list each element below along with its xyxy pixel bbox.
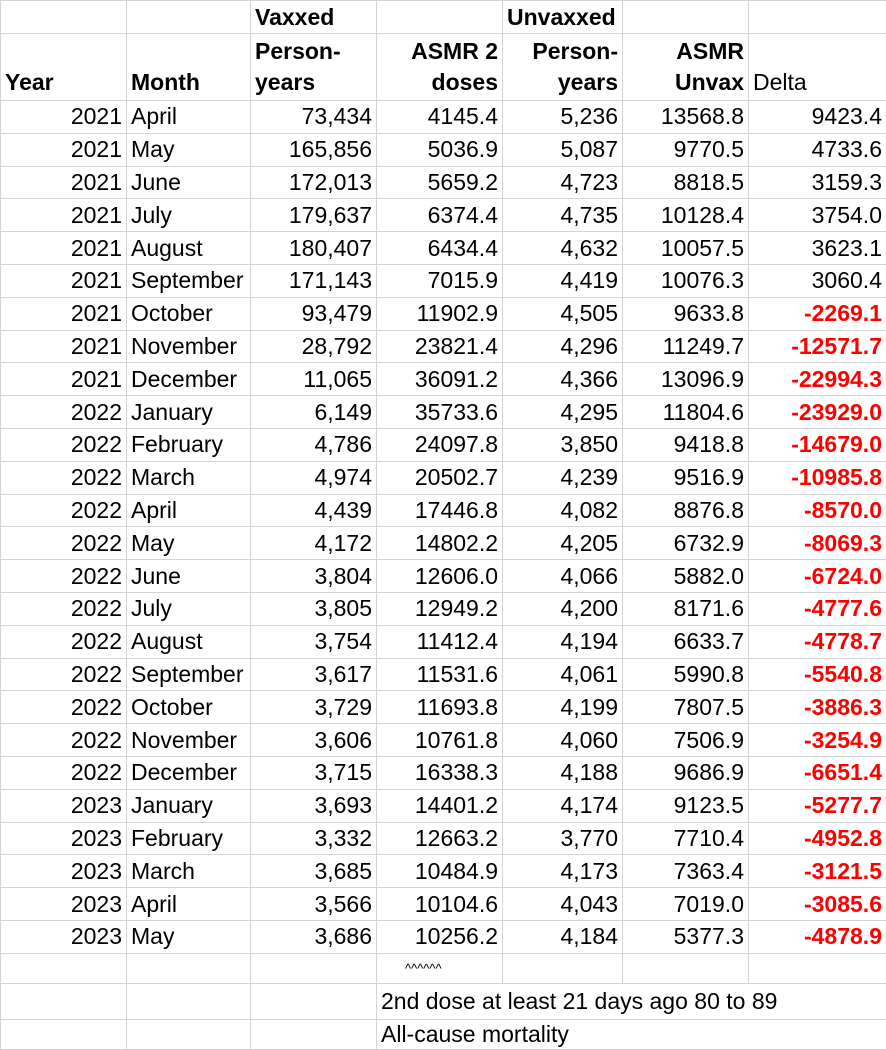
- cell[interactable]: [127, 1, 251, 34]
- delta-cell[interactable]: 3060.4: [749, 264, 886, 297]
- vaxxed-person-years-cell[interactable]: 93,479: [251, 297, 377, 330]
- unvaxxed-person-years-cell[interactable]: 4,295: [503, 396, 623, 429]
- table-row: [1, 461, 886, 494]
- asmr-2-doses-cell[interactable]: 24097.8: [377, 428, 503, 461]
- cell[interactable]: [623, 953, 749, 983]
- table-row: [1, 756, 886, 789]
- asmr-2-doses-cell[interactable]: 10761.8: [377, 724, 503, 757]
- table-row: [1, 724, 886, 757]
- delta-cell[interactable]: -4878.9: [749, 920, 886, 953]
- carets-marker[interactable]: ^^^^^^: [377, 953, 503, 983]
- table-row: [1, 789, 886, 822]
- asmr-unvax-cell[interactable]: 8171.6: [623, 592, 749, 625]
- cell[interactable]: [503, 953, 623, 983]
- asmr-2-doses-cell[interactable]: 11531.6: [377, 658, 503, 691]
- asmr-unvax-cell[interactable]: 13568.8: [623, 101, 749, 134]
- table-row: [1, 297, 886, 330]
- header-doses-label: doses: [381, 71, 498, 94]
- footer-row-note-2: [1, 1019, 886, 1049]
- delta-cell[interactable]: -14679.0: [749, 428, 886, 461]
- year-cell[interactable]: 2022: [1, 396, 127, 429]
- vaxxed-person-years-cell[interactable]: 6,149: [251, 396, 377, 429]
- year-cell[interactable]: 2022: [1, 724, 127, 757]
- vaxxed-person-years-cell[interactable]: 3,715: [251, 756, 377, 789]
- asmr-2-doses-cell[interactable]: 16338.3: [377, 756, 503, 789]
- asmr-unvax-cell[interactable]: 13096.9: [623, 363, 749, 396]
- delta-cell[interactable]: -6724.0: [749, 560, 886, 593]
- asmr-unvax-cell[interactable]: 9633.8: [623, 297, 749, 330]
- asmr-unvax-cell[interactable]: 10076.3: [623, 264, 749, 297]
- unvaxxed-person-years-cell[interactable]: 4,366: [503, 363, 623, 396]
- month-cell[interactable]: March: [127, 855, 251, 888]
- asmr-unvax-cell[interactable]: 8876.8: [623, 494, 749, 527]
- year-cell[interactable]: 2021: [1, 264, 127, 297]
- vaxxed-person-years-cell[interactable]: 3,606: [251, 724, 377, 757]
- asmr-2-doses-cell[interactable]: 23821.4: [377, 330, 503, 363]
- delta-cell[interactable]: -22994.3: [749, 363, 886, 396]
- vaxxed-person-years-cell[interactable]: 3,729: [251, 691, 377, 724]
- vaxxed-person-years-cell[interactable]: 3,685: [251, 855, 377, 888]
- table-row: [1, 396, 886, 429]
- delta-cell[interactable]: -3121.5: [749, 855, 886, 888]
- asmr-2-doses-cell[interactable]: 17446.8: [377, 494, 503, 527]
- asmr-unvax-cell[interactable]: 5990.8: [623, 658, 749, 691]
- unvaxxed-person-years-cell[interactable]: 3,850: [503, 428, 623, 461]
- vaxxed-person-years-cell[interactable]: 3,693: [251, 789, 377, 822]
- header-year[interactable]: Year: [1, 34, 127, 101]
- month-cell[interactable]: July: [127, 199, 251, 232]
- month-cell[interactable]: April: [127, 888, 251, 921]
- year-cell[interactable]: 2021: [1, 330, 127, 363]
- vaxxed-person-years-cell[interactable]: 3,566: [251, 888, 377, 921]
- header-person-label: Person-: [507, 40, 618, 63]
- unvaxxed-person-years-cell[interactable]: 4,200: [503, 592, 623, 625]
- year-cell[interactable]: 2022: [1, 494, 127, 527]
- header-asmr-unvax[interactable]: [623, 34, 749, 101]
- delta-cell[interactable]: -8069.3: [749, 527, 886, 560]
- asmr-2-doses-cell[interactable]: 36091.2: [377, 363, 503, 396]
- delta-cell[interactable]: -12571.7: [749, 330, 886, 363]
- unvaxxed-person-years-cell[interactable]: 4,194: [503, 625, 623, 658]
- unvaxxed-person-years-cell[interactable]: 4,066: [503, 560, 623, 593]
- month-cell[interactable]: May: [127, 920, 251, 953]
- cell[interactable]: [127, 983, 251, 1019]
- delta-cell[interactable]: -5277.7: [749, 789, 886, 822]
- delta-cell[interactable]: 3623.1: [749, 232, 886, 265]
- month-cell[interactable]: May: [127, 133, 251, 166]
- unvaxxed-person-years-cell[interactable]: 4,060: [503, 724, 623, 757]
- header-asmr2-label: ASMR 2: [381, 40, 498, 63]
- table-row: [1, 560, 886, 593]
- delta-cell[interactable]: 3159.3: [749, 166, 886, 199]
- asmr-unvax-cell[interactable]: 7506.9: [623, 724, 749, 757]
- asmr-unvax-cell[interactable]: 7363.4: [623, 855, 749, 888]
- delta-cell[interactable]: -5540.8: [749, 658, 886, 691]
- delta-cell[interactable]: -3085.6: [749, 888, 886, 921]
- asmr-unvax-cell[interactable]: 6732.9: [623, 527, 749, 560]
- footer-row-carets: [1, 953, 886, 983]
- asmr-2-doses-cell[interactable]: 12663.2: [377, 822, 503, 855]
- header-unvaxxed[interactable]: Unvaxxed: [503, 1, 623, 34]
- unvaxxed-person-years-cell[interactable]: 4,173: [503, 855, 623, 888]
- asmr-2-doses-cell[interactable]: 6374.4: [377, 199, 503, 232]
- asmr-unvax-cell[interactable]: 11804.6: [623, 396, 749, 429]
- delta-cell[interactable]: -10985.8: [749, 461, 886, 494]
- cell[interactable]: [127, 1019, 251, 1049]
- cell[interactable]: [1, 1019, 127, 1049]
- delta-cell[interactable]: -2269.1: [749, 297, 886, 330]
- table-row: [1, 592, 886, 625]
- table-row: [1, 822, 886, 855]
- cell[interactable]: [1, 1, 127, 34]
- vaxxed-person-years-cell[interactable]: 4,786: [251, 428, 377, 461]
- asmr-2-doses-cell[interactable]: 10104.6: [377, 888, 503, 921]
- header-vaxxed[interactable]: Vaxxed: [251, 1, 377, 34]
- table-row: [1, 855, 886, 888]
- asmr-unvax-cell[interactable]: 9123.5: [623, 789, 749, 822]
- asmr-unvax-cell[interactable]: 9418.8: [623, 428, 749, 461]
- asmr-unvax-cell[interactable]: 5377.3: [623, 920, 749, 953]
- vaxxed-person-years-cell[interactable]: 3,617: [251, 658, 377, 691]
- vaxxed-person-years-cell[interactable]: 171,143: [251, 264, 377, 297]
- asmr-2-doses-cell[interactable]: 14802.2: [377, 527, 503, 560]
- year-cell[interactable]: 2022: [1, 756, 127, 789]
- table-row: [1, 232, 886, 265]
- month-cell[interactable]: May: [127, 527, 251, 560]
- table-row: [1, 166, 886, 199]
- header-asmr-2-doses[interactable]: [377, 34, 503, 101]
- delta-cell[interactable]: -4952.8: [749, 822, 886, 855]
- asmr-2-doses-cell[interactable]: 10256.2: [377, 920, 503, 953]
- year-cell[interactable]: 2023: [1, 822, 127, 855]
- table-row: [1, 363, 886, 396]
- vaxxed-person-years-cell[interactable]: 3,754: [251, 625, 377, 658]
- asmr-2-doses-cell[interactable]: 11902.9: [377, 297, 503, 330]
- month-cell[interactable]: July: [127, 592, 251, 625]
- table-row: [1, 494, 886, 527]
- vaxxed-person-years-cell[interactable]: 4,439: [251, 494, 377, 527]
- unvaxxed-person-years-cell[interactable]: 4,082: [503, 494, 623, 527]
- asmr-2-doses-cell[interactable]: 12949.2: [377, 592, 503, 625]
- footer-row-note-1: [1, 983, 886, 1019]
- unvaxxed-person-years-cell[interactable]: 4,205: [503, 527, 623, 560]
- month-cell[interactable]: April: [127, 101, 251, 134]
- cell[interactable]: [251, 953, 377, 983]
- asmr-2-doses-cell[interactable]: 6434.4: [377, 232, 503, 265]
- month-cell[interactable]: December: [127, 363, 251, 396]
- year-cell[interactable]: 2023: [1, 888, 127, 921]
- vaxxed-person-years-cell[interactable]: 11,065: [251, 363, 377, 396]
- month-cell[interactable]: September: [127, 658, 251, 691]
- year-cell[interactable]: 2021: [1, 166, 127, 199]
- table-row: [1, 330, 886, 363]
- footnote-mortality-type[interactable]: All-cause mortality: [377, 1019, 886, 1049]
- year-cell[interactable]: 2021: [1, 133, 127, 166]
- unvaxxed-person-years-cell[interactable]: 4,419: [503, 264, 623, 297]
- asmr-unvax-cell[interactable]: 7019.0: [623, 888, 749, 921]
- header-delta[interactable]: Delta: [749, 34, 886, 101]
- vaxxed-person-years-cell[interactable]: 3,804: [251, 560, 377, 593]
- asmr-2-doses-cell[interactable]: 5659.2: [377, 166, 503, 199]
- year-cell[interactable]: 2022: [1, 592, 127, 625]
- month-cell[interactable]: October: [127, 297, 251, 330]
- year-cell[interactable]: 2021: [1, 101, 127, 134]
- cell[interactable]: [1, 953, 127, 983]
- delta-cell[interactable]: -4777.6: [749, 592, 886, 625]
- unvaxxed-person-years-cell[interactable]: 4,735: [503, 199, 623, 232]
- asmr-2-doses-cell[interactable]: 35733.6: [377, 396, 503, 429]
- header-person-label: Person-: [255, 40, 372, 63]
- asmr-2-doses-cell[interactable]: 20502.7: [377, 461, 503, 494]
- month-cell[interactable]: October: [127, 691, 251, 724]
- vaxxed-person-years-cell[interactable]: 4,974: [251, 461, 377, 494]
- asmr-unvax-cell[interactable]: 7710.4: [623, 822, 749, 855]
- table-row: [1, 625, 886, 658]
- delta-cell[interactable]: 4733.6: [749, 133, 886, 166]
- delta-cell[interactable]: -8570.0: [749, 494, 886, 527]
- delta-cell[interactable]: 3754.0: [749, 199, 886, 232]
- asmr-2-doses-cell[interactable]: 5036.9: [377, 133, 503, 166]
- cell[interactable]: [251, 983, 377, 1019]
- month-cell[interactable]: January: [127, 789, 251, 822]
- asmr-unvax-cell[interactable]: 10128.4: [623, 199, 749, 232]
- year-cell[interactable]: 2022: [1, 461, 127, 494]
- asmr-2-doses-cell[interactable]: 7015.9: [377, 264, 503, 297]
- header-years-label: years: [507, 71, 618, 94]
- table-row: [1, 920, 886, 953]
- unvaxxed-person-years-cell[interactable]: 4,174: [503, 789, 623, 822]
- year-cell[interactable]: 2022: [1, 625, 127, 658]
- unvaxxed-person-years-cell[interactable]: 4,505: [503, 297, 623, 330]
- delta-cell[interactable]: -23929.0: [749, 396, 886, 429]
- unvaxxed-person-years-cell[interactable]: 4,061: [503, 658, 623, 691]
- table-row: [1, 888, 886, 921]
- year-cell[interactable]: 2022: [1, 428, 127, 461]
- unvaxxed-person-years-cell[interactable]: 4,043: [503, 888, 623, 921]
- month-cell[interactable]: February: [127, 428, 251, 461]
- year-cell[interactable]: 2022: [1, 691, 127, 724]
- asmr-unvax-cell[interactable]: 8818.5: [623, 166, 749, 199]
- asmr-unvax-cell[interactable]: 9686.9: [623, 756, 749, 789]
- asmr-2-doses-cell[interactable]: 14401.2: [377, 789, 503, 822]
- delta-cell[interactable]: 9423.4: [749, 101, 886, 134]
- asmr-unvax-cell[interactable]: 10057.5: [623, 232, 749, 265]
- cell[interactable]: [623, 1, 749, 34]
- asmr-2-doses-cell[interactable]: 11693.8: [377, 691, 503, 724]
- table-row: [1, 658, 886, 691]
- asmr-2-doses-cell[interactable]: 11412.4: [377, 625, 503, 658]
- header-years-label: years: [255, 71, 372, 94]
- month-cell[interactable]: December: [127, 756, 251, 789]
- month-cell[interactable]: August: [127, 232, 251, 265]
- year-cell[interactable]: 2023: [1, 855, 127, 888]
- unvaxxed-person-years-cell[interactable]: 4,239: [503, 461, 623, 494]
- cell[interactable]: [1, 983, 127, 1019]
- unvaxxed-person-years-cell[interactable]: 4,632: [503, 232, 623, 265]
- month-cell[interactable]: November: [127, 724, 251, 757]
- asmr-unvax-cell[interactable]: 6633.7: [623, 625, 749, 658]
- year-cell[interactable]: 2022: [1, 658, 127, 691]
- month-cell[interactable]: September: [127, 264, 251, 297]
- delta-cell[interactable]: -3886.3: [749, 691, 886, 724]
- vaxxed-person-years-cell[interactable]: 4,172: [251, 527, 377, 560]
- year-cell[interactable]: 2023: [1, 920, 127, 953]
- unvaxxed-person-years-cell[interactable]: 4,296: [503, 330, 623, 363]
- table-row: [1, 691, 886, 724]
- delta-cell[interactable]: -3254.9: [749, 724, 886, 757]
- unvaxxed-person-years-cell[interactable]: 5,087: [503, 133, 623, 166]
- cell[interactable]: [377, 1, 503, 34]
- table-row: [1, 199, 886, 232]
- vaxxed-person-years-cell[interactable]: 172,013: [251, 166, 377, 199]
- cell[interactable]: [749, 953, 886, 983]
- delta-cell[interactable]: -6651.4: [749, 756, 886, 789]
- vaxxed-person-years-cell[interactable]: 3,686: [251, 920, 377, 953]
- vaxxed-person-years-cell[interactable]: 179,637: [251, 199, 377, 232]
- month-cell[interactable]: January: [127, 396, 251, 429]
- vaxxed-person-years-cell[interactable]: 28,792: [251, 330, 377, 363]
- vaxxed-person-years-cell[interactable]: 3,805: [251, 592, 377, 625]
- year-cell[interactable]: 2021: [1, 199, 127, 232]
- table-row: [1, 133, 886, 166]
- asmr-2-doses-cell[interactable]: 12606.0: [377, 560, 503, 593]
- vaxxed-person-years-cell[interactable]: 180,407: [251, 232, 377, 265]
- asmr-unvax-cell[interactable]: 5882.0: [623, 560, 749, 593]
- asmr-2-doses-cell[interactable]: 4145.4: [377, 101, 503, 134]
- month-cell[interactable]: March: [127, 461, 251, 494]
- unvaxxed-person-years-cell[interactable]: 4,199: [503, 691, 623, 724]
- year-cell[interactable]: 2023: [1, 789, 127, 822]
- header-row-1: [1, 1, 886, 34]
- unvaxxed-person-years-cell[interactable]: 4,723: [503, 166, 623, 199]
- year-cell[interactable]: 2022: [1, 560, 127, 593]
- month-cell[interactable]: June: [127, 560, 251, 593]
- header-unvax-label: Unvax: [627, 71, 744, 94]
- month-cell[interactable]: April: [127, 494, 251, 527]
- unvaxxed-person-years-cell[interactable]: 4,188: [503, 756, 623, 789]
- header-asmr-label: ASMR: [627, 40, 744, 63]
- month-cell[interactable]: June: [127, 166, 251, 199]
- footnote-dose-criteria[interactable]: 2nd dose at least 21 days ago 80 to 89: [377, 983, 886, 1019]
- cell[interactable]: [251, 1019, 377, 1049]
- cell[interactable]: [749, 1, 886, 34]
- year-cell[interactable]: 2021: [1, 297, 127, 330]
- table-row: [1, 101, 886, 134]
- unvaxxed-person-years-cell[interactable]: 4,184: [503, 920, 623, 953]
- month-cell[interactable]: November: [127, 330, 251, 363]
- asmr-2-doses-cell[interactable]: 10484.9: [377, 855, 503, 888]
- table-row: [1, 527, 886, 560]
- asmr-unvax-cell[interactable]: 9770.5: [623, 133, 749, 166]
- year-cell[interactable]: 2022: [1, 527, 127, 560]
- unvaxxed-person-years-cell[interactable]: 5,236: [503, 101, 623, 134]
- year-cell[interactable]: 2021: [1, 232, 127, 265]
- month-cell[interactable]: August: [127, 625, 251, 658]
- header-row-2: [1, 34, 886, 101]
- table-row: [1, 264, 886, 297]
- asmr-unvax-cell[interactable]: 7807.5: [623, 691, 749, 724]
- header-month[interactable]: Month: [127, 34, 251, 101]
- asmr-unvax-cell[interactable]: 9516.9: [623, 461, 749, 494]
- delta-cell[interactable]: -4778.7: [749, 625, 886, 658]
- header-vaxxed-person-years[interactable]: [251, 34, 377, 101]
- month-cell[interactable]: February: [127, 822, 251, 855]
- asmr-unvax-cell[interactable]: 11249.7: [623, 330, 749, 363]
- vaxxed-person-years-cell[interactable]: 3,332: [251, 822, 377, 855]
- year-cell[interactable]: 2021: [1, 363, 127, 396]
- vaxxed-person-years-cell[interactable]: 165,856: [251, 133, 377, 166]
- table-row: [1, 428, 886, 461]
- vaxxed-person-years-cell[interactable]: 73,434: [251, 101, 377, 134]
- unvaxxed-person-years-cell[interactable]: 3,770: [503, 822, 623, 855]
- cell[interactable]: [127, 953, 251, 983]
- header-unvaxxed-person-years[interactable]: [503, 34, 623, 101]
